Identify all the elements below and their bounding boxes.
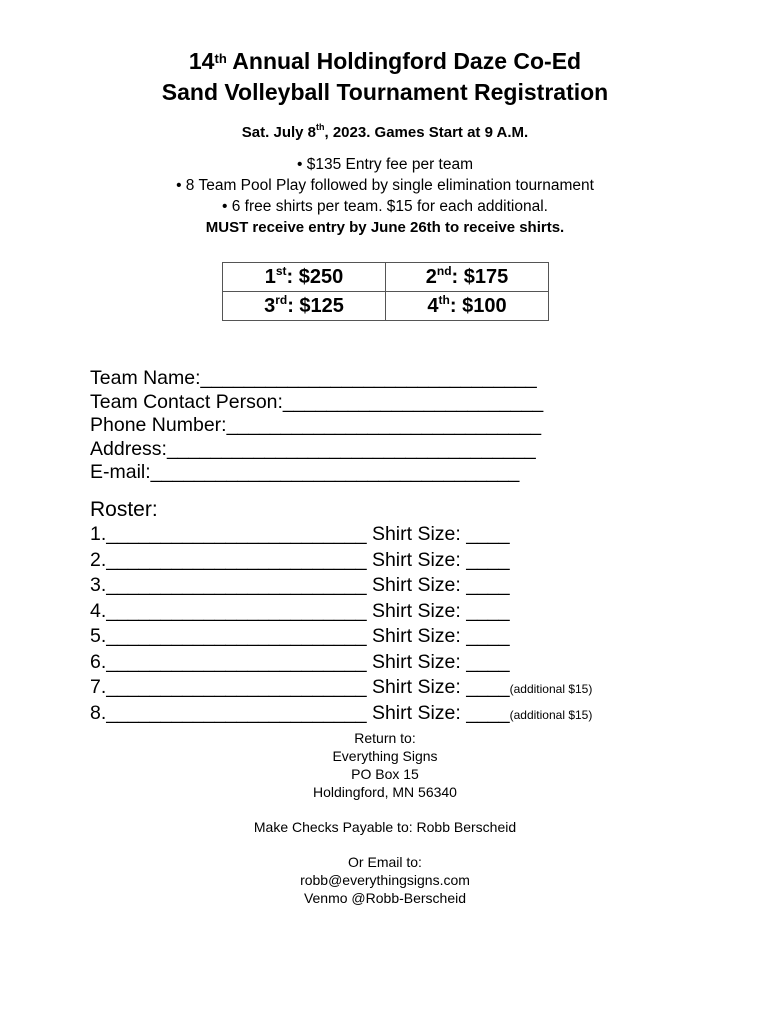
prize-ordinal: st (275, 263, 287, 278)
prize-cell (223, 292, 386, 321)
roster-heading: Roster: (90, 498, 158, 521)
return-to-label: Return to: (354, 730, 416, 746)
or-email-label: Or Email to: (348, 854, 422, 870)
roster-note: (additional $15) (509, 682, 593, 696)
prize-row (223, 263, 549, 292)
title-number: 14 (188, 48, 215, 74)
prize-place: 2 (425, 265, 437, 288)
entry-fee-bullet: • $135 Entry fee per team (296, 156, 474, 173)
payment-info: Make Checks Payable to: Robb Berscheid (253, 819, 517, 835)
date-prefix: Sat. July 8 (241, 124, 316, 141)
prize-place: 3 (264, 294, 276, 317)
roster-row[interactable] (90, 549, 592, 575)
deadline-note: MUST receive entry by June 26th to receive shirts. (205, 219, 565, 236)
roster-line[interactable]: 4.________________________ Shirt Size: ____ (90, 599, 510, 622)
team-info-fields (90, 367, 543, 485)
prize-ordinal: nd (436, 263, 452, 278)
roster-row[interactable] (90, 625, 592, 651)
event-details (0, 154, 770, 238)
address-field[interactable]: Address:__________________________________ (90, 437, 536, 460)
roster-line[interactable]: 7.________________________ Shirt Size: ____ (90, 676, 510, 698)
event-date (0, 124, 770, 141)
company-name: Everything Signs (332, 748, 438, 764)
prize-ordinal: rd (275, 292, 288, 307)
return-address (0, 729, 770, 801)
prize-amount: : $250 (286, 265, 344, 288)
prize-cell (386, 263, 549, 292)
city-state-zip: Holdingford, MN 56340 (313, 784, 457, 800)
prize-place: 1 (264, 265, 276, 288)
prize-place: 4 (427, 294, 439, 317)
team-contact-field[interactable]: Team Contact Person:________________________ (90, 390, 544, 413)
roster-line[interactable]: 1.________________________ Shirt Size: ____ (90, 523, 510, 545)
date-rest: , 2023. Games Start at 9 A.M. (324, 124, 529, 141)
roster-row[interactable] (90, 651, 592, 677)
prize-row (223, 292, 549, 321)
roster-row[interactable] (90, 702, 592, 728)
title-rest: Annual Holdingford Daze Co-Ed (226, 48, 582, 74)
venmo-handle: Venmo @Robb-Berscheid (303, 890, 467, 906)
prize-cell (386, 292, 549, 321)
prize-amount: : $175 (451, 265, 509, 288)
roster-row[interactable] (90, 523, 592, 549)
title-ordinal: th (214, 51, 227, 66)
roster-line[interactable]: 3.________________________ Shirt Size: ____ (90, 574, 510, 596)
email-contact (0, 853, 770, 907)
roster-row[interactable] (90, 676, 592, 702)
page-title-line-1 (0, 46, 770, 76)
roster-list (90, 523, 592, 727)
format-bullet: • 8 Team Pool Play followed by single elimination tournament (176, 177, 594, 194)
po-box: PO Box 15 (351, 766, 419, 782)
team-name-field[interactable]: Team Name:_______________________________ (90, 367, 537, 389)
prize-ordinal: th (438, 292, 450, 307)
roster-row[interactable] (90, 600, 592, 626)
roster-line[interactable]: 6.________________________ Shirt Size: ____ (90, 650, 510, 673)
roster-note: (additional $15) (509, 707, 593, 722)
date-ordinal: th (316, 122, 325, 132)
roster-line[interactable]: 2.________________________ Shirt Size: ____ (90, 548, 510, 571)
phone-number-field[interactable]: Phone Number:_____________________________ (90, 414, 542, 436)
prize-amount: : $125 (287, 294, 344, 317)
prize-table (222, 262, 549, 321)
roster-line[interactable]: 5.________________________ Shirt Size: ____ (90, 625, 510, 647)
email-field[interactable]: E-mail:__________________________________ (90, 461, 520, 483)
shirts-bullet: • 6 free shirts per team. $15 for each additional. (222, 198, 548, 215)
prize-amount: : $100 (449, 294, 507, 317)
roster-line[interactable]: 8.________________________ Shirt Size: ____ (90, 701, 510, 724)
prize-cell (223, 263, 386, 292)
contact-email[interactable]: robb@everythingsigns.com (300, 872, 470, 888)
roster-row[interactable] (90, 574, 592, 600)
page-title-line-2: Sand Volleyball Tournament Registration (161, 79, 609, 105)
